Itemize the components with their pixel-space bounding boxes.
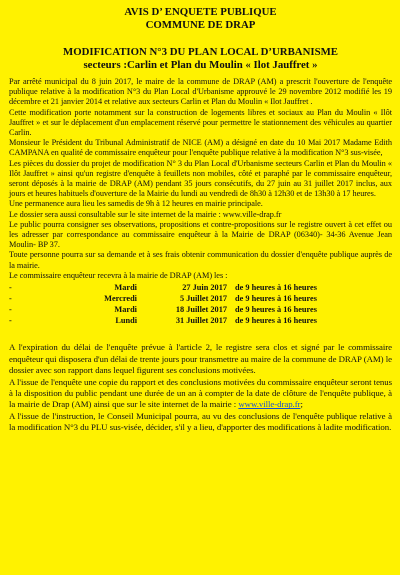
notice-header	[9, 6, 392, 31]
paragraph-report	[9, 377, 392, 411]
schedule-dash: -	[9, 294, 12, 304]
schedule-dash: -	[9, 283, 12, 293]
schedule-time: de 9 heures à 16 heures	[235, 305, 317, 315]
schedule-row	[9, 293, 392, 304]
paragraph-commissioner: Monsieur le Président du Tribunal Administratif de NICE (AM) a désigné en date du 10 Mai 2017 Madame Edith CAMPANA en qualité de commissaire enquêteur pour l'enquête publique relative à la modification N°3 sus-visée,	[9, 138, 392, 158]
schedule-day: Mardi	[114, 283, 137, 293]
schedule-day: Mardi	[114, 305, 137, 315]
paragraph-observations: Le public pourra consigner ses observations, propositions et contre-propositions sur le registre ouvert à cet effet ou les adresser par correspondance au commissaire enquêteur à la Mairie de DRAP (06340)- 34-36 Avenue Jean Moulin- BP 37.	[9, 219, 392, 250]
paragraph-decree: Par arrêté municipal du 8 juin 2017, le maire de la commune de DRAP (AM) a prescrit l'ouverture de l'enquête publique relative à la modification N°3 du Plan Local d'Urbanisme approuvé le 29 novembre 2012 modifié les 19 décembre et 21 janvier 2014 et relative aux secteurs Carlin et Plan du Moulin « Ilot Jauffret .	[9, 77, 392, 107]
schedule-dash: -	[9, 316, 12, 326]
website-link[interactable]: www.ville-drap.fr	[238, 399, 301, 410]
schedule-day: Mercredi	[104, 294, 137, 304]
paragraph-reception: Le commissaire enquêteur recevra à la mairie de DRAP (AM) les :	[9, 270, 228, 280]
paragraph-scope: Cette modification porte notamment sur la construction de logements libres et sociaux au Plan du Moulin « Ilôt Jauffret » et sur le déplacement d'un emplacement réservé pour permettre le stationnement des véhicules au quartier Carlin.	[9, 107, 392, 138]
schedule-date: 27 Juin 2017	[182, 283, 227, 293]
notice-body	[9, 77, 392, 434]
schedule-time: de 9 heures à 16 heures	[235, 316, 317, 326]
schedule-time: de 9 heures à 16 heures	[235, 294, 317, 304]
schedule-dash: -	[9, 305, 12, 315]
paragraph-permanence: Une permanence aura lieu les samedis de 9h à 12 heures en mairie principale.	[9, 199, 263, 209]
paragraph-dossier: Les pièces du dossier du projet de modification N° 3 du Plan Local d'Urbanisme secteurs Carlin et Plan du Moulin « Ilôt Jauffret » ainsi qu'un registre d'enquête à feuillets non mobiles, côté et paraphé par le commissaire enquêteur, seront déposés à la mairie de DRAP (AM) pendant 35 jours consécutifs, du 27 juin au 31 juillet 2017 inclus, aux jours et heures habituels d'ouverture de la Mairie du lundi au vendredi de 8h30 à 12h30 et de 13h30 à 17 heures.	[9, 158, 392, 199]
commune-name: COMMUNE DE DRAP	[145, 18, 256, 31]
schedule-time: de 9 heures à 16 heures	[235, 283, 317, 293]
paragraph-closing: A l'expiration du délai de l'enquête prévue à l'article 2, le registre sera clos et signé par le commissaire enquêteur qui disposera d'un délai de trente jours pour transmettre au maire de la commune de DRAP (AM) le dossier avec son rapport dans lequel figurent ses conclusions motivées.	[9, 342, 392, 376]
paragraph-website: Le dossier sera aussi consultable sur le site internet de la mairie : www.ville-drap.fr	[9, 209, 282, 219]
subject-sectors: secteurs :Carlin et Plan du Moulin « Ilot Jauffret »	[83, 58, 318, 71]
subject-header	[9, 46, 392, 71]
schedule-list	[9, 282, 392, 326]
paragraph-report-text: A l'issue de l'enquête une copie du rapport et des conclusions motivées du commissaire enquêteur seront tenus à la disposition du public pendant une durée de un an à compter de la date de clôture de l'enquête publique, à la mairie de Drap (AM) ainsi que sur le site internet de la mairie :	[9, 376, 392, 410]
subject-title: MODIFICATION N°3 DU PLAN LOCAL D’URBANISME	[63, 46, 338, 58]
schedule-row	[9, 304, 392, 315]
paragraph-communication: Toute personne pourra sur sa demande et à ses frais obtenir communication du dossier d'enquête publique auprès de la mairie.	[9, 250, 392, 270]
schedule-date: 18 Juillet 2017	[175, 305, 227, 315]
schedule-date: 31 Juillet 2017	[175, 316, 227, 326]
schedule-row	[9, 282, 392, 293]
paragraph-council: A l'issue de l'instruction, le Conseil Municipal pourra, au vu des conclusions de l'enquête publique relative à la modification N°3 du PLU sus-visée, décider, s'il y a lieu, d'apporter des modifications à ladite modification.	[9, 410, 392, 433]
schedule-date: 5 Juillet 2017	[179, 294, 227, 304]
notice-title: AVIS D’ ENQUETE PUBLIQUE	[124, 6, 277, 18]
schedule-day: Lundi	[115, 316, 137, 326]
paragraph-report-end: ;	[300, 399, 303, 410]
schedule-row	[9, 315, 392, 326]
